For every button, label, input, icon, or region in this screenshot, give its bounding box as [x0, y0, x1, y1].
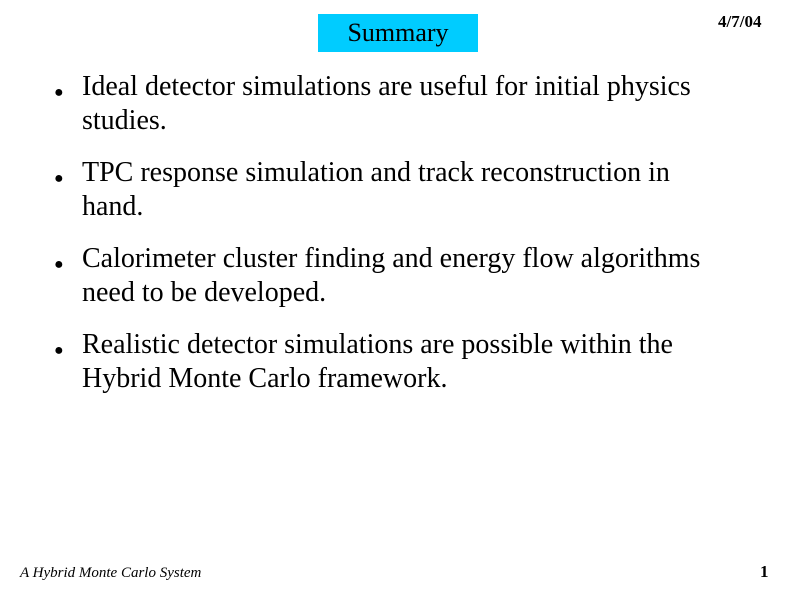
bullet-item: [0, 156, 732, 224]
bullet-text: Calorimeter cluster finding and energy flow algorithms need to be developed.: [82, 243, 701, 308]
footer-presentation-title: A Hybrid Monte Carlo System: [20, 565, 202, 581]
slide-date: 4/7/04: [718, 12, 762, 31]
bullet-text: TPC response simulation and track reconstruction in hand.: [82, 157, 670, 222]
bullet-icon: ●: [54, 342, 64, 359]
bullet-list: [0, 70, 794, 414]
bullet-text: Ideal detector simulations are useful for initial physics studies.: [82, 71, 691, 136]
bullet-item: [0, 242, 732, 310]
bullet-icon: ●: [54, 256, 64, 273]
bullet-item: [0, 70, 732, 138]
bullet-item: [0, 328, 732, 396]
footer-page-number: 1: [760, 562, 769, 581]
bullet-text: Realistic detector simulations are possible within the Hybrid Monte Carlo framework.: [82, 329, 673, 394]
slide-title: [318, 14, 478, 52]
slide-title-text: Summary: [347, 18, 449, 47]
bullet-icon: ●: [54, 170, 64, 187]
bullet-icon: ●: [54, 84, 64, 101]
